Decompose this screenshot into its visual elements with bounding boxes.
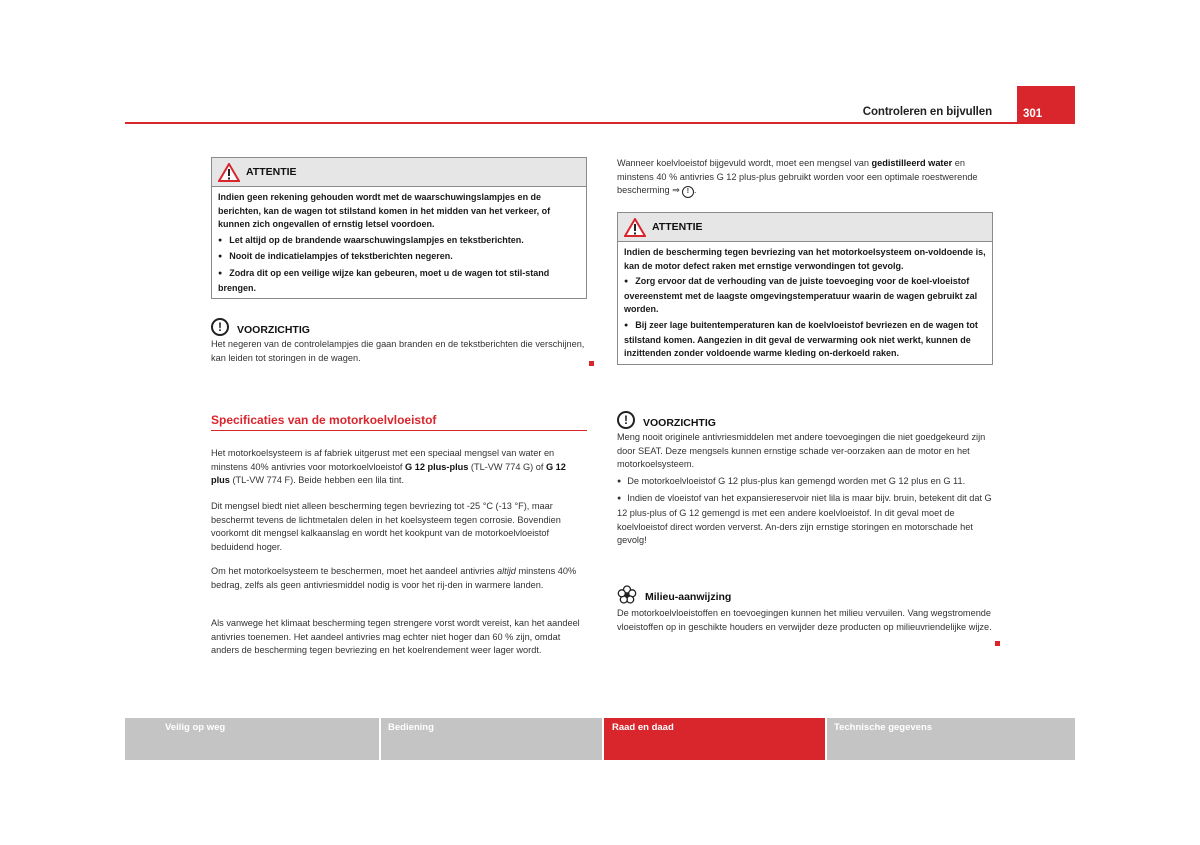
warning-bullet: ● Nooit de indicatielampjes of tekstberichten negeren. xyxy=(218,248,580,265)
warning-header xyxy=(618,213,992,242)
header-rule xyxy=(125,122,1075,124)
warning-bullet: ● Zorg ervoor dat de verhouding van de juiste toevoeging voor de koel-vloeistof overeenstemt met de laagste omgevingstemperatuur waarin de wagen gebruikt zal worden. xyxy=(624,273,986,317)
warning-bullet: ● Let altijd op de brandende waarschuwingslampjes en tekstberichten. xyxy=(218,232,580,249)
flower-icon xyxy=(617,585,637,605)
paragraph: Dit mengsel biedt niet alleen bescherming tegen bevriezing tot -25 °C (-13 °F), maar beschermt tevens de lichtmetalen delen in het koelsysteem tegen corrosie. Bovendien voorkomt dit mengsel kalkaanslag en wordt het kookpunt van de motorkoelvloeistof beduidend hoger. xyxy=(211,501,561,552)
warning-triangle-icon xyxy=(624,218,646,237)
warning-label: ATTENTIE xyxy=(652,221,703,233)
caution-note-left xyxy=(211,318,587,365)
environment-text: De motorkoelvloeistoffen en toevoegingen kunnen het milieu vervuilen. Vang wegstromende vloeistoffen op in geschikte houders en verwijder deze producten op milieuvriendelijke wijze. xyxy=(617,608,992,632)
section-end-marker xyxy=(589,361,594,366)
caution-label: VOORZICHTIG xyxy=(643,417,716,429)
paragraph: Als vanwege het klimaat bescherming tegen strengere vorst wordt vereist, kan het aandeel antivries toenemen. Het aandeel antivries mag echter niet hoger dan 60 % zijn, omdat anders de bescherming tegen bevriezing en het koelrendement weer lager wordt. xyxy=(211,618,580,656)
tab-raad-en-daad[interactable]: Raad en daad xyxy=(604,718,825,760)
section-title: Specificaties van de motorkoelvloeistof xyxy=(211,413,437,427)
tab-veilig-op-weg[interactable]: Veilig op weg xyxy=(125,718,379,760)
environment-label: Milieu-aanwijzing xyxy=(645,591,732,603)
warning-header xyxy=(212,158,586,187)
section-rule xyxy=(211,430,587,431)
environment-note xyxy=(617,585,993,634)
paragraph: Het motorkoelsysteem is af fabriek uitgerust met een speciaal mengsel van water en minstens 40% antivries voor motorkoelvloeistof G 12 plus-plus (TL-VW 774 G) of G 12 plus (TL-VW 774 F). Beide hebben een lila tint. xyxy=(211,448,566,486)
caution-label: VOORZICHTIG xyxy=(237,324,310,336)
warning-box-right xyxy=(617,212,993,365)
warning-intro: Indien de bescherming tegen bevriezing van het motorkoelsysteem on-voldoende is, kan de motor defect raken met ernstige verwondingen tot gevolg. xyxy=(624,247,986,271)
paragraph: Wanneer koelvloeistof bijgevuld wordt, moet een mengsel van gedistilleerd water en minstens 40 % antivries G 12 plus-plus gebruikt worden voor een optimale roestwerende bescherming ⇒ ! . xyxy=(617,157,993,198)
warning-triangle-icon xyxy=(218,163,240,182)
warning-bullet: ● Bij zeer lage buitentemperaturen kan de koelvloeistof bevriezen en de wagen tot stilstand komen. Aangezien in dit geval de verwarming ook niet werkt, kunnen de inzittenden zonder voldoende warme kleding on-derkoeld raken. xyxy=(624,317,986,361)
warning-box-left xyxy=(211,157,587,299)
tab-technische-gegevens[interactable]: Technische gegevens xyxy=(827,718,1075,760)
page-number: 301 xyxy=(1017,86,1075,124)
caution-icon: ! xyxy=(211,318,229,336)
caution-icon: ! xyxy=(617,411,635,429)
caution-note-right xyxy=(617,411,993,548)
warning-intro: Indien geen rekening gehouden wordt met de waarschuwingslampjes en de berichten, kan de wagen tot stilstand komen in het midden van het verkeer, of kunnen zich ongevallen of ernstig letsel voordoen. xyxy=(218,192,551,230)
paragraph: Om het motorkoelsysteem te beschermen, moet het aandeel antivries altijd minstens 40% bedrag, zelfs als geen antivriesmiddel nodig is voor het rij-den in warmere landen. xyxy=(211,566,577,590)
caution-bullet: ● De motorkoelvloeistof G 12 plus-plus kan gemengd worden met G 12 plus en G 11. xyxy=(617,475,993,490)
caution-ref-icon: ! xyxy=(682,186,694,198)
section-end-marker xyxy=(995,641,1000,646)
tab-bediening[interactable]: Bediening xyxy=(381,718,602,760)
warning-bullet: ● Zodra dit op een veilige wijze kan gebeuren, moet u de wagen tot stil-stand brengen. xyxy=(218,265,580,295)
caution-bullet: ● Indien de vloeistof van het expansiereservoir niet lila is maar bijv. bruin, betekent dit dat G 12 plus-plus of G 12 gemengd is met een andere koelvloeistof. In dit geval moet de koelvloeistof direct worden ververst. An-ders zijn ernstige storingen en motorschade het gevolg! xyxy=(617,492,993,547)
caution-text: Meng nooit originele antivriesmiddelen met andere toevoegingen die niet goedgekeurd zijn door SEAT. Deze mengsels kunnen ernstige schade ver-oorzaken aan de motor en het motorkoelsysteem. xyxy=(617,432,986,470)
chapter-title: Controleren en bijvullen xyxy=(862,106,992,118)
warning-label: ATTENTIE xyxy=(246,166,297,178)
caution-text: Het negeren van de controlelampjes die gaan branden en de tekstberichten die verschijnen, kan leiden tot storingen in de wagen. xyxy=(211,339,585,363)
